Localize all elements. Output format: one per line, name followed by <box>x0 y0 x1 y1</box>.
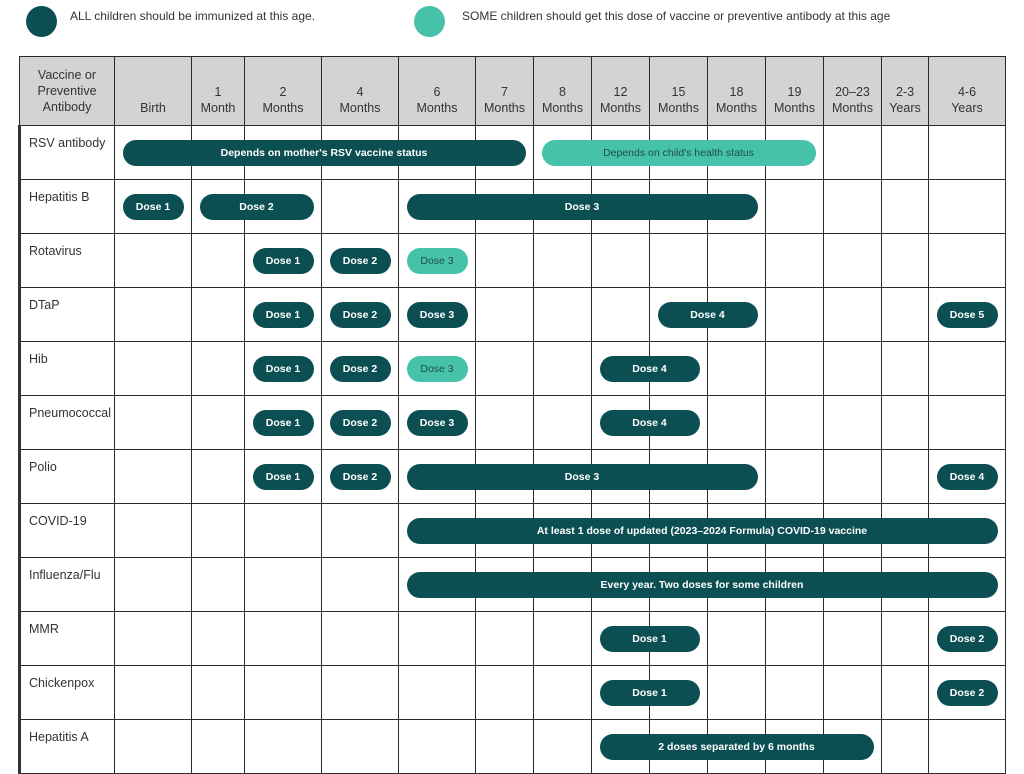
dose-pill: Dose 2 <box>330 302 391 328</box>
schedule-cell <box>115 396 192 450</box>
schedule-cell <box>929 396 1006 450</box>
age-column-header: 19 Months <box>766 57 824 126</box>
dose-pill: Depends on mother's RSV vaccine status <box>123 140 526 166</box>
schedule-cell <box>115 558 192 612</box>
schedule-cell <box>399 720 476 774</box>
schedule-cell <box>322 612 399 666</box>
age-column-header: 1 Month <box>192 57 245 126</box>
schedule-cell <box>882 342 929 396</box>
vaccine-name: RSV antibody <box>20 126 115 180</box>
schedule-cell <box>882 612 929 666</box>
schedule-cell <box>322 180 399 234</box>
schedule-cell <box>115 234 192 288</box>
schedule-cell <box>882 666 929 720</box>
schedule-cell <box>882 234 929 288</box>
legend-some-text: SOME children should get this dose of vaccine or preventive antibody at this age <box>462 9 891 23</box>
schedule-cell <box>766 612 824 666</box>
vaccine-name: Rotavirus <box>20 234 115 288</box>
schedule-cell <box>929 234 1006 288</box>
schedule-cell <box>766 288 824 342</box>
schedule-cell <box>192 720 245 774</box>
schedule-cell <box>115 504 192 558</box>
schedule-cell <box>882 720 929 774</box>
dose-pill: Dose 2 <box>330 248 391 274</box>
vaccine-row <box>20 612 1006 666</box>
dose-pill: Dose 5 <box>937 302 998 328</box>
schedule-cell <box>882 450 929 504</box>
schedule-cell <box>708 342 766 396</box>
age-column-header: 4 Months <box>322 57 399 126</box>
schedule-cell <box>534 234 592 288</box>
dose-pill: Dose 3 <box>407 356 468 382</box>
schedule-cell <box>929 720 1006 774</box>
age-column-header: 18 Months <box>708 57 766 126</box>
schedule-cell <box>824 180 882 234</box>
dose-pill: Dose 4 <box>658 302 758 328</box>
vaccine-row <box>20 234 1006 288</box>
legend-all-swatch <box>26 6 57 37</box>
legend-some-swatch <box>414 6 445 37</box>
vaccine-row <box>20 288 1006 342</box>
dose-pill: Dose 1 <box>253 410 314 436</box>
dose-pill: Dose 2 <box>937 680 998 706</box>
dose-pill: Dose 4 <box>937 464 998 490</box>
schedule-cell <box>929 126 1006 180</box>
dose-pill: Dose 4 <box>600 356 700 382</box>
schedule-cell <box>534 396 592 450</box>
dose-pill: Dose 3 <box>407 194 758 220</box>
dose-pill: Dose 2 <box>200 194 314 220</box>
schedule-cell <box>476 342 534 396</box>
schedule-cell <box>115 342 192 396</box>
schedule-cell <box>399 666 476 720</box>
age-column-header: 6 Months <box>399 57 476 126</box>
dose-pill: Dose 3 <box>407 410 468 436</box>
schedule-cell <box>322 504 399 558</box>
schedule-cell <box>592 288 650 342</box>
dose-pill: Dose 1 <box>253 302 314 328</box>
schedule-cell <box>192 234 245 288</box>
schedule-cell <box>192 612 245 666</box>
schedule-cell <box>882 126 929 180</box>
schedule-cell <box>534 342 592 396</box>
schedule-cell <box>245 666 322 720</box>
dose-pill: Dose 1 <box>253 356 314 382</box>
age-column-header: 2 Months <box>245 57 322 126</box>
dose-pill: Dose 2 <box>937 626 998 652</box>
schedule-cell <box>192 396 245 450</box>
schedule-cell <box>115 612 192 666</box>
legend-all-text: ALL children should be immunized at this age. <box>70 9 316 23</box>
schedule-cell <box>824 126 882 180</box>
schedule-cell <box>766 396 824 450</box>
legend <box>0 0 1024 45</box>
schedule-cell <box>824 612 882 666</box>
schedule-cell <box>824 342 882 396</box>
schedule-cell <box>192 288 245 342</box>
schedule-cell <box>322 720 399 774</box>
dose-pill: Dose 4 <box>600 410 700 436</box>
schedule-cell <box>192 342 245 396</box>
schedule-cell <box>476 396 534 450</box>
schedule-cell <box>650 234 708 288</box>
schedule-cell <box>708 396 766 450</box>
vaccine-row <box>20 666 1006 720</box>
schedule-cell <box>534 720 592 774</box>
age-column-header: 2-3 Years <box>882 57 929 126</box>
dose-pill: Dose 2 <box>330 464 391 490</box>
dose-pill: Dose 2 <box>330 356 391 382</box>
schedule-cell <box>534 288 592 342</box>
schedule-cell <box>929 342 1006 396</box>
schedule-cell <box>824 288 882 342</box>
vaccine-row <box>20 396 1006 450</box>
dose-pill: 2 doses separated by 6 months <box>600 734 874 760</box>
schedule-cell <box>192 504 245 558</box>
vaccine-name: COVID-19 <box>20 504 115 558</box>
vaccine-column-header: Vaccine or Preventive Antibody <box>20 57 115 126</box>
dose-pill: Dose 1 <box>600 680 700 706</box>
schedule-cell <box>766 180 824 234</box>
schedule-cell <box>929 180 1006 234</box>
schedule-cell <box>882 396 929 450</box>
vaccine-name: Hepatitis A <box>20 720 115 774</box>
schedule-cell <box>476 666 534 720</box>
schedule-cell <box>824 450 882 504</box>
schedule-cell <box>322 558 399 612</box>
vaccine-name: Chickenpox <box>20 666 115 720</box>
schedule-cell <box>245 612 322 666</box>
schedule-cell <box>882 180 929 234</box>
schedule-cell <box>115 450 192 504</box>
vaccine-name: DTaP <box>20 288 115 342</box>
schedule-cell <box>766 666 824 720</box>
dose-pill: Dose 1 <box>600 626 700 652</box>
schedule-cell <box>824 666 882 720</box>
vaccine-name: MMR <box>20 612 115 666</box>
schedule-cell <box>534 612 592 666</box>
vaccine-name: Hepatitis B <box>20 180 115 234</box>
age-column-header: 12 Months <box>592 57 650 126</box>
schedule-cell <box>824 396 882 450</box>
vaccine-name: Influenza/Flu <box>20 558 115 612</box>
schedule-cell <box>766 450 824 504</box>
dose-pill: Dose 3 <box>407 464 758 490</box>
dose-pill: Dose 1 <box>253 464 314 490</box>
age-column-header: 8 Months <box>534 57 592 126</box>
schedule-cell <box>245 720 322 774</box>
schedule-cell <box>592 234 650 288</box>
dose-pill: Depends on child's health status <box>542 140 816 166</box>
schedule-cell <box>708 666 766 720</box>
vaccine-name: Hib <box>20 342 115 396</box>
schedule-cell <box>766 342 824 396</box>
schedule-cell <box>245 504 322 558</box>
header-row <box>20 57 1006 126</box>
schedule-cell <box>115 666 192 720</box>
schedule-cell <box>399 612 476 666</box>
dose-pill: Dose 2 <box>330 410 391 436</box>
dose-pill: Dose 1 <box>253 248 314 274</box>
dose-pill: At least 1 dose of updated (2023–2024 Formula) COVID-19 vaccine <box>407 518 998 544</box>
dose-pill: Dose 1 <box>123 194 184 220</box>
age-column-header: 20–23 Months <box>824 57 882 126</box>
schedule-cell <box>476 234 534 288</box>
dose-pill: Dose 3 <box>407 302 468 328</box>
age-column-header: 15 Months <box>650 57 708 126</box>
schedule-cell <box>882 288 929 342</box>
schedule-cell <box>708 612 766 666</box>
schedule-cell <box>322 666 399 720</box>
schedule-cell <box>192 450 245 504</box>
schedule-cell <box>192 558 245 612</box>
schedule-cell <box>245 558 322 612</box>
dose-pill: Dose 3 <box>407 248 468 274</box>
vaccine-name: Pneumococcal <box>20 396 115 450</box>
schedule-cell <box>476 612 534 666</box>
schedule-cell <box>476 288 534 342</box>
schedule-cell <box>115 720 192 774</box>
age-column-header: Birth <box>115 57 192 126</box>
vaccine-name: Polio <box>20 450 115 504</box>
age-column-header: 7 Months <box>476 57 534 126</box>
schedule-cell <box>476 720 534 774</box>
schedule-cell <box>534 666 592 720</box>
age-column-header: 4-6 Years <box>929 57 1006 126</box>
vaccine-row <box>20 342 1006 396</box>
schedule-cell <box>708 234 766 288</box>
schedule-cell <box>766 234 824 288</box>
schedule-cell <box>192 666 245 720</box>
schedule-cell <box>824 234 882 288</box>
schedule-cell <box>115 288 192 342</box>
dose-pill: Every year. Two doses for some children <box>407 572 998 598</box>
